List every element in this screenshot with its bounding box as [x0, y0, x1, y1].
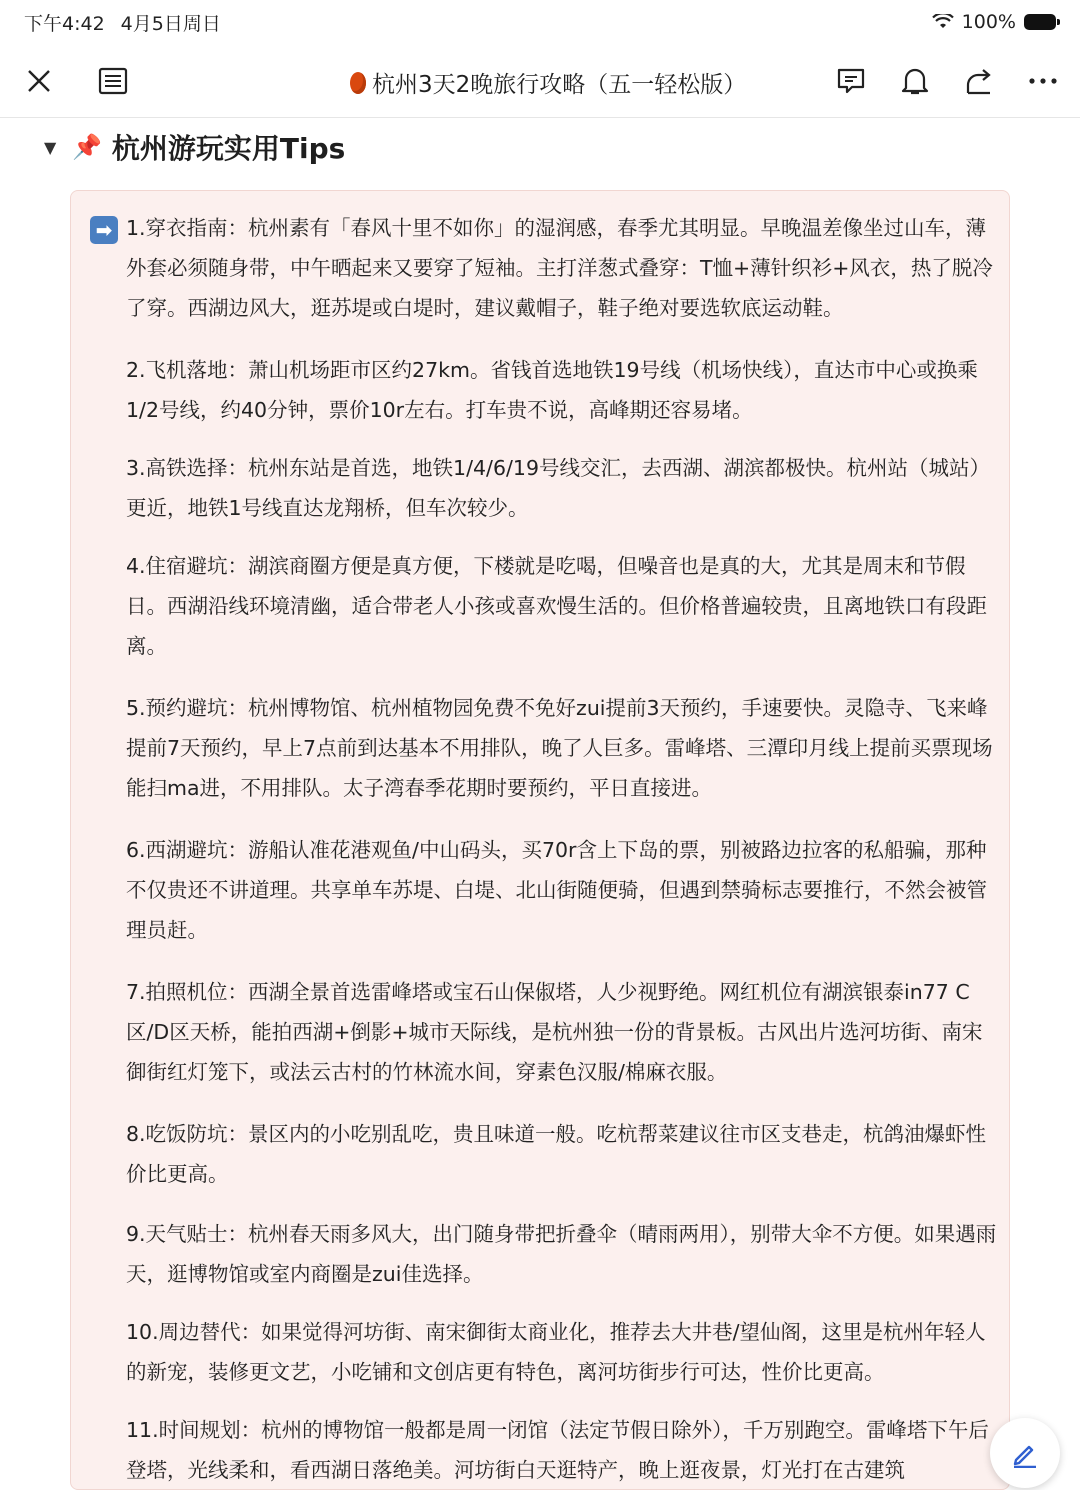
nav-right — [834, 64, 1060, 98]
close-icon[interactable] — [22, 64, 56, 98]
tip-item: 2.飞机落地：萧山机场距市区约27km。省钱首选地铁19号线（机场快线），直达市中心或换乘1/2号线，约40分钟，票价10r左右。打车贵不说，高峰期还容易堵。 — [126, 358, 978, 422]
document-title — [350, 66, 746, 99]
status-date: 4月5日周日 — [120, 12, 221, 35]
document-title-text: 杭州3天2晚旅行攻略（五一轻松版） — [372, 72, 747, 98]
outline-icon[interactable] — [96, 64, 130, 98]
persimmon-icon — [350, 72, 366, 94]
tip-item: 1.穿衣指南：杭州素有「春风十里不如你」的湿润感，春季尤其明显。早晚温差像坐过山车，薄外套必须随身带，中午晒起来又要穿了短袖。主打洋葱式叠穿：T恤+薄针织衫+风衣，热了脱冷了穿。西湖边风大，逛苏堤或白堤时，建议戴帽子，鞋子绝对要选软底运动鞋。 — [126, 216, 993, 320]
section-title: 杭州游玩实用Tips — [111, 132, 346, 165]
edit-button[interactable] — [990, 1418, 1060, 1488]
pencil-icon — [1010, 1438, 1040, 1468]
tip-item: 10.周边替代：如果觉得河坊街、南宋御街太商业化，推荐去大井巷/望仙阁，这里是杭州年轻人的新宠，装修更文艺，小吃铺和文创店更有特色，离河坊街步行可达，性价比更高。 — [126, 1320, 986, 1384]
comment-icon[interactable] — [834, 64, 868, 98]
tip-item: 7.拍照机位：西湖全景首选雷峰塔或宝石山保俶塔，人少视野绝。网红机位有湖滨银泰in77 C区/D区天桥，能拍西湖+倒影+城市天际线，是杭州独一份的背景板。古风出片选河坊街、南宋御街红灯笼下，或法云古村的竹林流水间，穿素色汉服/棉麻衣服。 — [126, 980, 983, 1084]
tip-item: 8.吃饭防坑：景区内的小吃别乱吃，贵且味道一般。吃杭帮菜建议往市区支巷走，杭鸽油爆虾性价比更高。 — [126, 1122, 987, 1186]
tip-item: 9.天气贴士：杭州春天雨多风大，出门随身带把折叠伞（晴雨两用），别带大伞不方便。如果遇雨天，逛博物馆或室内商圈是zui佳选择。 — [126, 1222, 997, 1286]
tip-item: 4.住宿避坑：湖滨商圈方便是真方便，下楼就是吃喝，但噪音也是真的大，尤其是周末和节假日。西湖沿线环境清幽，适合带老人小孩或喜欢慢生活的。但价格普遍较贵，且离地铁口有段距离。 — [126, 554, 987, 658]
status-bar — [0, 0, 1080, 44]
tip-item: 6.西湖避坑：游船认准花港观鱼/中山码头，买70r含上下岛的票，别被路边拉客的私船骗，那种不仅贵还不讲道理。共享单车苏堤、白堤、北山街随便骑，但遇到禁骑标志要推行，不然会被管理员赶。 — [126, 838, 987, 942]
tip-item: 3.高铁选择：杭州东站是首选，地铁1/4/6/19号线交汇，去西湖、湖滨都极快。杭州站（城站）更近，地铁1号线直达龙翔桥，但车次较少。 — [126, 456, 990, 520]
more-icon[interactable] — [1026, 64, 1060, 98]
section-heading[interactable] — [44, 127, 345, 167]
battery-percent: 100% — [961, 11, 1016, 33]
status-time: 下午4:42 — [24, 12, 105, 35]
pin-icon: 📌 — [72, 133, 102, 161]
status-right — [932, 11, 1056, 33]
arrow-right-icon: ➡ — [90, 216, 118, 244]
top-nav-bar — [0, 48, 1080, 118]
share-icon[interactable] — [962, 64, 996, 98]
nav-left — [22, 64, 130, 98]
battery-icon — [1024, 14, 1056, 30]
bell-icon[interactable] — [898, 64, 932, 98]
wifi-icon — [932, 14, 954, 30]
status-left — [24, 9, 221, 36]
collapse-toggle-icon[interactable]: ▼ — [44, 137, 57, 157]
tip-item: 5.预约避坑：杭州博物馆、杭州植物园免费不免好zui提前3天预约，手速要快。灵隐寺、飞来峰提前7天预约，早上7点前到达基本不用排队，晚了人巨多。雷峰塔、三潭印月线上提前买票现场能扫ma进，不用排队。太子湾春季花期时要预约，平日直接进。 — [126, 696, 993, 800]
tip-item: 11.时间规划：杭州的博物馆一般都是周一闭馆（法定节假日除外），千万别跑空。雷峰塔下午后登塔，光线柔和，看西湖日落绝美。河坊街白天逛特产，晚上逛夜景，灯光打在古建筑 — [126, 1418, 989, 1482]
